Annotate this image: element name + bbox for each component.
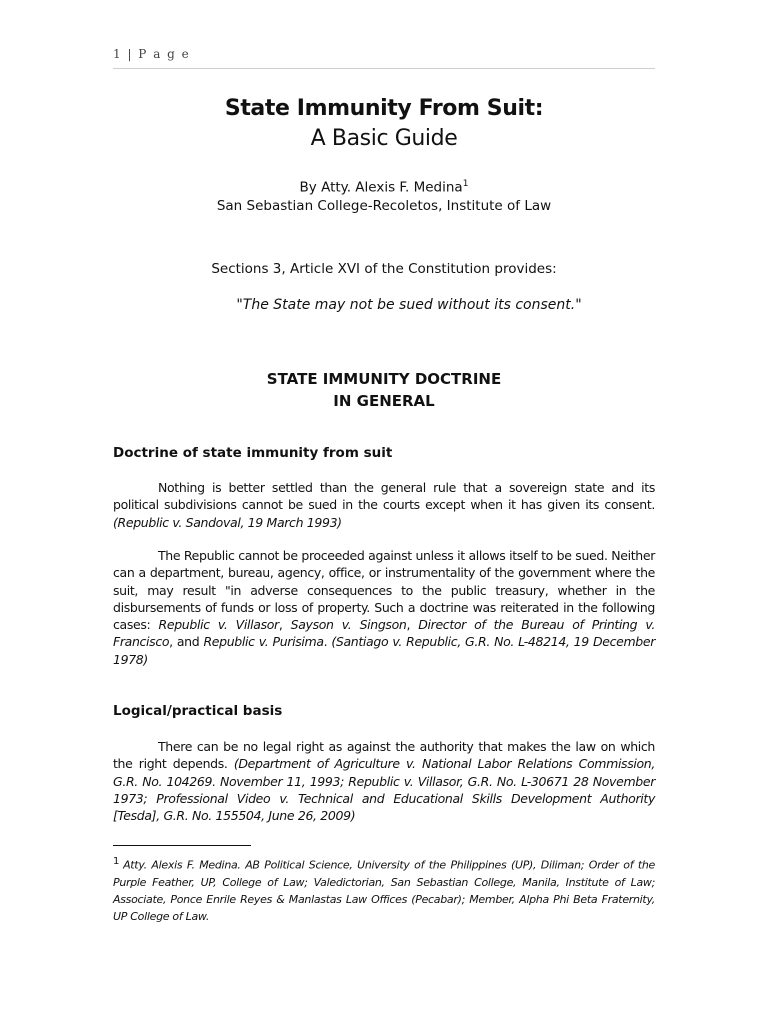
- paragraph-text: There can be no legal right as against the authority that makes the law on which the right depends.: [113, 739, 655, 772]
- footnote-reference: 1: [462, 179, 469, 189]
- subheading-logical-basis: Logical/practical basis: [113, 703, 283, 719]
- subheading-doctrine: Doctrine of state immunity from suit: [113, 445, 393, 461]
- paragraph-text: The Republic cannot be proceeded against unless it allows itself to be sued. Neither can a department, bureau, agency, office, or instrumentality of the government where the suit, may result "in adverse consequences to the public treasury, whether in the disbursements of funds or loss of property. Such a doctrine was reiterated in the following cases:: [113, 548, 655, 633]
- constitution-quote: "The State may not be sued without its consent.": [236, 297, 582, 313]
- paragraph-republic: [113, 547, 655, 668]
- case-name: Director of the Bureau of Printing v. Francisco: [113, 617, 656, 650]
- paragraph-legal-right: [113, 738, 655, 824]
- author-name: By Atty. Alexis F. Medina: [299, 179, 463, 196]
- document-subtitle: A Basic Guide: [310, 126, 458, 151]
- citation: (Santiago v. Republic, G.R. No. L-48214, 19 December 1978): [113, 634, 656, 667]
- section-heading: [0, 368, 768, 412]
- author-byline: [0, 179, 768, 196]
- constitution-reference: Sections 3, Article XVI of the Constitution provides:: [211, 261, 557, 277]
- case-name: Sayson v. Singson: [290, 617, 407, 633]
- section-heading-line-2: IN GENERAL: [333, 392, 435, 410]
- separator: , and: [169, 634, 204, 650]
- section-heading-line-1: STATE IMMUNITY DOCTRINE: [266, 370, 502, 388]
- document-title: State Immunity From Suit:: [224, 96, 544, 121]
- footnote-divider: [113, 845, 251, 846]
- paragraph-general-rule: [113, 479, 655, 531]
- author-affiliation: San Sebastian College-Recoletos, Institute of Law: [216, 198, 552, 214]
- paragraph-text: Nothing is better settled than the general rule that a sovereign state and its political subdivisions cannot be sued in the courts except when it has given its consent.: [113, 480, 655, 513]
- page-number: 1 | P a g e: [113, 47, 191, 61]
- separator: ,: [406, 617, 419, 633]
- separator: ,: [278, 617, 291, 633]
- citation: (Republic v. Sandoval, 19 March 1993): [113, 514, 342, 530]
- citation: (Department of Agriculture v. National Labor Relations Commission, G.R. No. 104269. November 11, 1993; Republic v. Villasor, G.R. No. L-30671 28 November 1973; Professional Video v. Technical and Educational Skills Development Authority [Tesda], G.R. No. 155504, June 26, 2009): [113, 756, 656, 824]
- case-name: Republic v. Villasor: [158, 617, 279, 633]
- case-name: Republic v. Purisima: [203, 634, 324, 650]
- header-divider: [113, 68, 655, 69]
- footnote-number: 1: [113, 856, 120, 867]
- footnote-text: Atty. Alexis F. Medina. AB Political Science, University of the Philippines (UP), Diliman; Order of the Purple Feather, UP, College of Law; Valedictorian, San Sebastian College, Manila, Institute of Law; Associate, Ponce Enrile Reyes & Manlastas Law Offices (Pecabar); Member, Alpha Phi Beta Fraternity, UP College of Law.: [113, 858, 655, 923]
- footnote: [113, 853, 655, 925]
- separator: .: [323, 634, 332, 650]
